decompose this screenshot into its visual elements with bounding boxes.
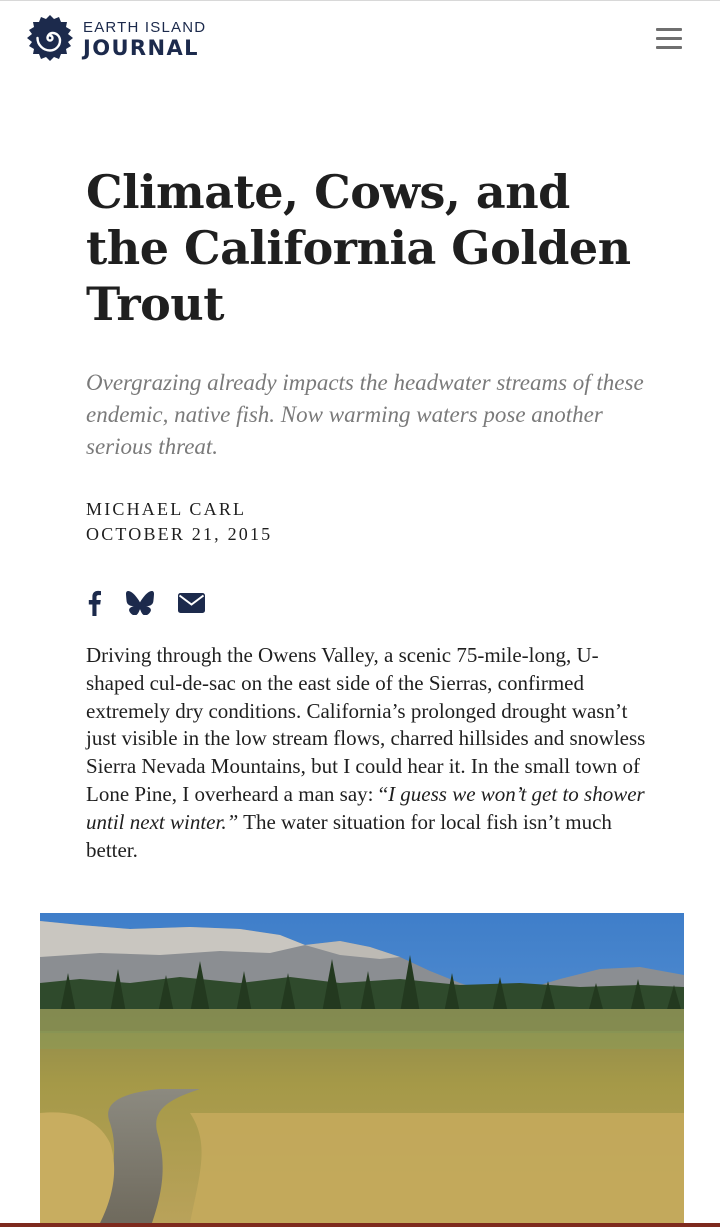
article-body-paragraph	[86, 642, 656, 864]
article-title: Climate, Cows, and the California Golden Trout	[86, 165, 631, 331]
spiral-logo-icon	[26, 14, 74, 62]
page-bottom-rule	[0, 1223, 720, 1227]
site-header	[0, 1, 720, 81]
facebook-icon	[86, 590, 102, 616]
share-bluesky-button[interactable]	[126, 591, 154, 615]
author-name[interactable]: MICHAEL CARL	[86, 499, 247, 519]
logo-top-text: EARTH ISLAND	[83, 18, 207, 36]
bluesky-icon	[126, 591, 154, 615]
hero-image	[40, 913, 684, 1223]
share-bar	[86, 590, 229, 616]
hamburger-menu-icon[interactable]	[656, 28, 682, 50]
body-text-end: The water situation for local fish isn’t much better.	[86, 809, 612, 862]
meadow-photo	[40, 913, 684, 1223]
share-facebook-button[interactable]	[86, 590, 102, 616]
body-text-start: Driving through the Owens Valley, a scenic 75-mile-long, U-shaped cul-de-sac on the east side of the Sierras, confirmed extremely dry conditions. California’s prolonged drought wasn’t just visible in the low stream flows, charred hillsides and snowless Sierra Nevada Mountains, but I could hear it. In the small town of Lone Pine, I overheard a man say: “	[86, 643, 646, 806]
body-quote: I guess we won’t get to shower until next winter.”	[86, 781, 645, 834]
logo-bottom-text: JOURNAL	[83, 35, 199, 60]
email-icon	[178, 593, 205, 613]
publish-date: OCTOBER 21, 2015	[86, 524, 273, 544]
article-dek: Overgrazing already impacts the headwater streams of these endemic, native fish. Now warming waters pose another serious threat.	[86, 370, 644, 459]
site-logo[interactable]	[26, 14, 206, 62]
share-email-button[interactable]	[178, 593, 205, 613]
logo-wordmark	[83, 18, 206, 59]
byline	[86, 497, 272, 547]
